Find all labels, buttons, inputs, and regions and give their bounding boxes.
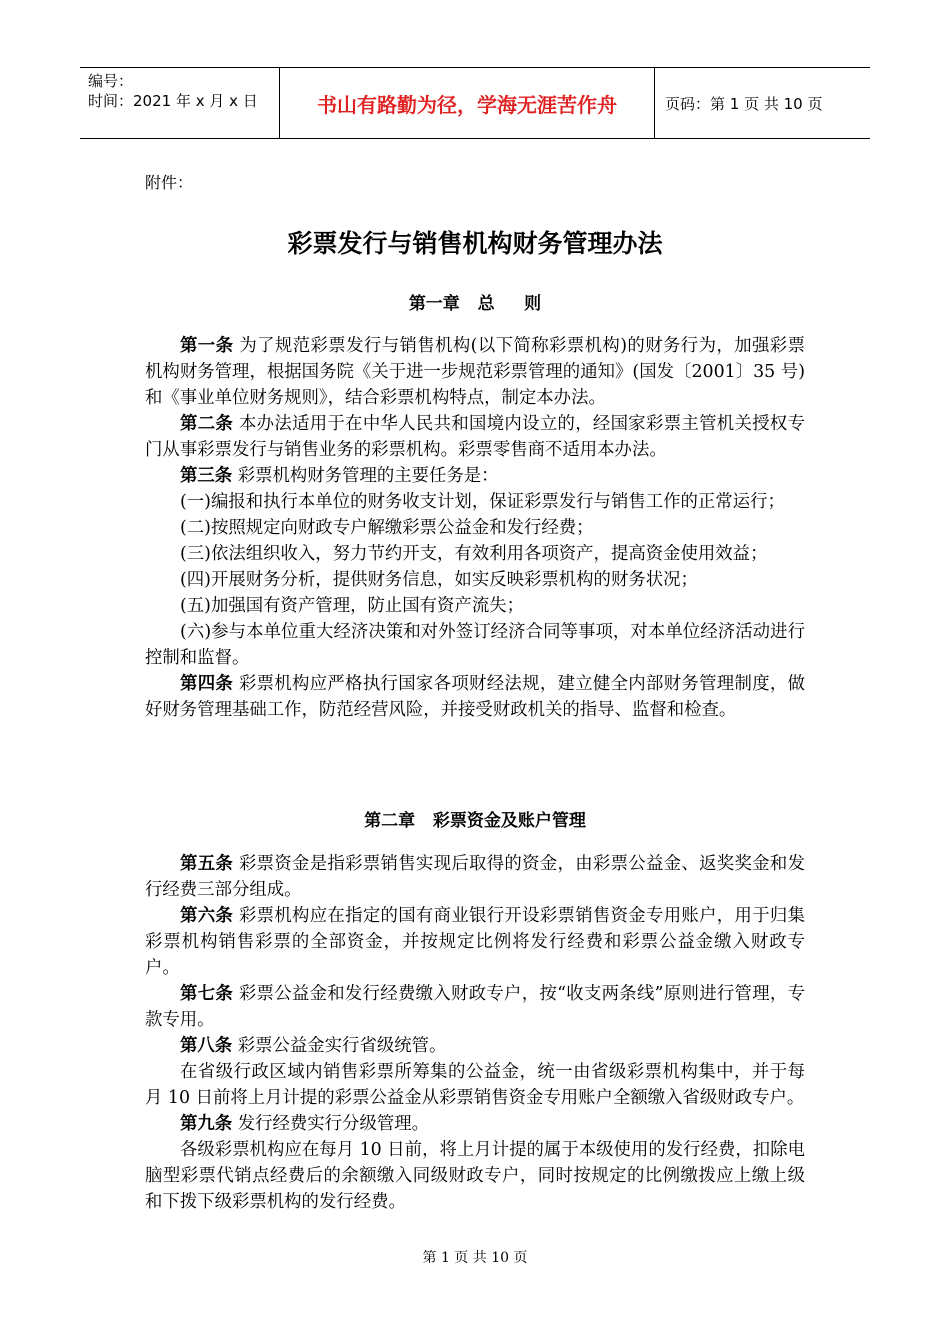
article-number: 第三条 (180, 466, 233, 486)
article-number: 第六条 (180, 906, 234, 926)
article-paragraph (145, 1137, 805, 1215)
article-number: 第八条 (180, 1036, 233, 1056)
article-paragraph (145, 671, 805, 723)
article-paragraph (145, 515, 805, 541)
article-paragraph (145, 903, 805, 981)
article-text: 本办法适用于在中华人民共和国境内设立的，经国家彩票主管机关授权专门从事彩票发行与销售业务的彩票机构。彩票零售商不适用本办法。 (145, 414, 805, 460)
article-text: 彩票机构财务管理的主要任务是： (232, 466, 499, 486)
article-text: 各级彩票机构应在每月 10 日前，将上月计提的属于本级使用的发行经费，扣除电脑型彩票代销点经费后的余额缴入同级财政专户，同时按规定的比例缴拨应上缴上级和下拨下级彩票机构的发行经费。 (145, 1140, 805, 1212)
chapter-2-body (145, 851, 805, 1215)
article-text: (五)加强国有资产管理，防止国有资产流失； (180, 596, 524, 616)
article-paragraph (145, 593, 805, 619)
article-text: (六)参与本单位重大经济决策和对外签订经济合同等事项，对本单位经济活动进行控制和监督。 (145, 622, 805, 668)
article-text: (三)依法组织收入，努力节约开支，有效利用各项资产，提高资金使用效益； (180, 544, 768, 564)
article-paragraph (145, 567, 805, 593)
chapter-1-body (145, 333, 805, 723)
article-number: 第四条 (180, 674, 234, 694)
header-motto: 书山有路勤为径，学海无涯苦作舟 (280, 68, 655, 138)
article-paragraph (145, 1033, 805, 1059)
article-text: 发行经费实行分级管理。 (232, 1114, 430, 1134)
article-text: 彩票公益金和发行经费缴入财政专户，按“收支两条线”原则进行管理，专款专用。 (145, 984, 805, 1030)
time-label: 时间：2021 年 x 月 x 日 (88, 92, 258, 110)
article-text: 在省级行政区域内销售彩票所筹集的公益金，统一由省级彩票机构集中，并于每月 10 日前将上月计提的彩票公益金从彩票销售资金专用账户全额缴入省级财政专户。 (145, 1062, 805, 1108)
header-table (80, 67, 870, 139)
article-paragraph (145, 489, 805, 515)
article-paragraph (145, 541, 805, 567)
article-text: (二)按照规定向财政专户解缴彩票公益金和发行经费； (180, 518, 594, 538)
article-paragraph (145, 411, 805, 463)
header-page-info: 页码：第 1 页 共 10 页 (665, 94, 823, 113)
article-text: 彩票资金是指彩票销售实现后取得的资金，由彩票公益金、返奖奖金和发行经费三部分组成。 (145, 854, 805, 900)
document-title: 彩票发行与销售机构财务管理办法 (287, 229, 663, 258)
chapter-1-heading: 第一章 总 则 (408, 294, 542, 314)
article-number: 第一条 (180, 336, 234, 356)
article-number: 第七条 (180, 984, 234, 1004)
article-paragraph (145, 619, 805, 671)
article-text: 彩票公益金实行省级统管。 (232, 1036, 447, 1056)
article-number: 第五条 (180, 854, 234, 874)
article-paragraph (145, 1059, 805, 1111)
header-meta-cell (80, 68, 280, 138)
article-number: 第九条 (180, 1114, 233, 1134)
article-paragraph (145, 851, 805, 903)
article-paragraph (145, 1111, 805, 1137)
chapter-2-heading: 第二章 彩票资金及账户管理 (364, 811, 586, 831)
article-paragraph (145, 333, 805, 411)
article-text: 彩票机构应在指定的国有商业银行开设彩票销售资金专用账户，用于归集彩票机构销售彩票的全部资金，并按规定比例将发行经费和彩票公益金缴入财政专户。 (145, 906, 805, 978)
article-text: (四)开展财务分析，提供财务信息，如实反映彩票机构的财务状况； (180, 570, 698, 590)
page-footer: 第 1 页 共 10 页 (422, 1250, 528, 1266)
article-number: 第二条 (180, 414, 234, 434)
article-paragraph (145, 981, 805, 1033)
attachment-label: 附件： (145, 173, 194, 192)
article-text: (一)编报和执行本单位的财务收支计划，保证彩票发行与销售工作的正常运行； (180, 492, 785, 512)
number-label: 编号： (88, 72, 134, 90)
article-text: 为了规范彩票发行与销售机构(以下简称彩票机构)的财务行为，加强彩票机构财务管理，根据国务院《关于进一步规范彩票管理的通知》(国发〔2001〕35 号)和《事业单位财务规则》，结合彩票机构特点，制定本办法。 (145, 336, 805, 408)
article-paragraph (145, 463, 805, 489)
article-text: 彩票机构应严格执行国家各项财经法规，建立健全内部财务管理制度，做好财务管理基础工作，防范经营风险，并接受财政机关的指导、监督和检查。 (145, 674, 805, 720)
